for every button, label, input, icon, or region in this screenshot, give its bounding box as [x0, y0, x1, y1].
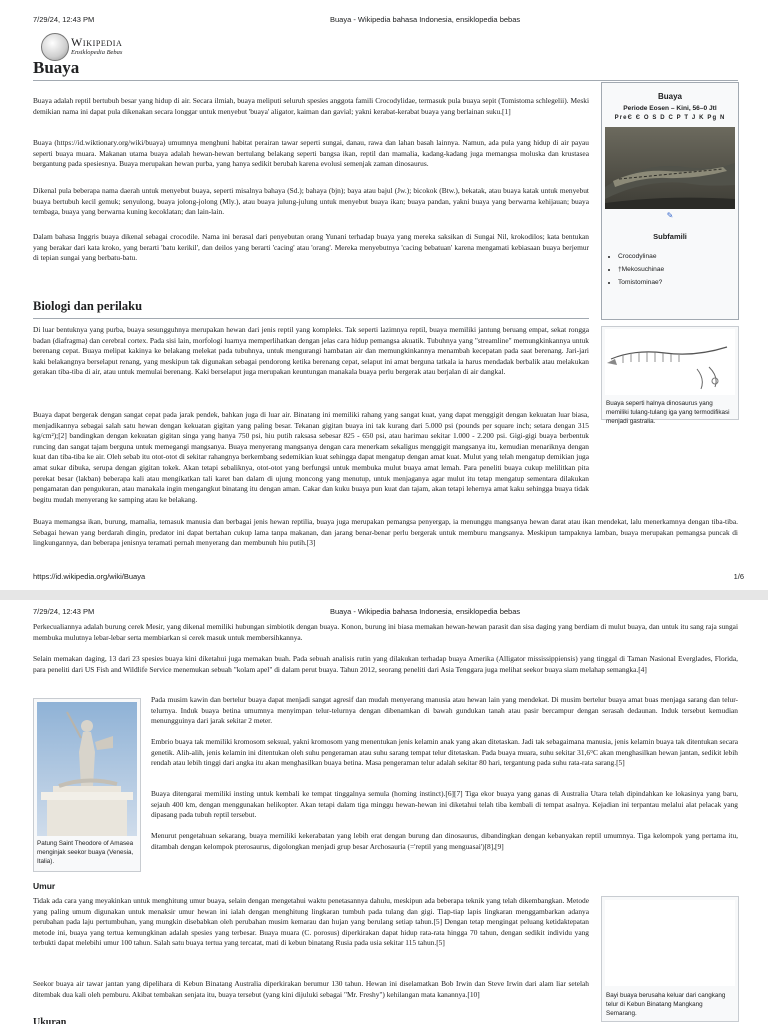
fossil-range: Periode Eosen – Kini, 56–0 Jtl	[623, 105, 717, 112]
edit-pencil-icon[interactable]: ✎	[666, 211, 674, 220]
page-footer	[0, 570, 768, 584]
print-tab-title: Buaya - Wikipedia bahasa Indonesia, ensiklopedia bebas	[330, 15, 521, 24]
umur-paragraph-2: Seekor buaya air tawar jantan yang dipelihara di Kebun Binatang Australia diperkirakan berumur 130 tahun. Hewan ini diselamatkan Bob Irwin dan Steve Irwin dari alam liar setelah ditembak dua kali oleh pemburu. Akibat tembakan senjata itu, buaya tersebut (yang kini dijuluki sebagai "Mr. Freshy") kehilangan mata kanannya.[10]	[33, 979, 589, 999]
subfamily-heading: Subfamili	[653, 232, 687, 241]
subfamily-item[interactable]: • Tomistominae?	[618, 279, 738, 286]
skeleton-thumbnail	[601, 326, 739, 425]
taxobox-title: Buaya	[657, 92, 682, 101]
geologic-timescale: PreЄ Є O S D C P T J K Pg N	[614, 115, 726, 121]
statue-thumbnail	[33, 698, 141, 872]
biologi-paragraph-3: Buaya memangsa ikan, burung, mamalia, temasuk manusia dan berbagai jenis hewan reptilia, buaya juga merupakan pemangsa penyergap, ia menunggu mangsanya hewan darat atau ikan mendekat, lalu menerkamnya dengan tiba-tiba. Sebagai hewan yang berdarah dingin, predator ini dapat bertahan cukup lama tanpa makanan, dan jarang benar-benar perlu bergerak untuk memburu mangsanya. Meskipun tampaknya lamban, buaya merupakan pemangsa puncak di lingkungannya, dan beberapa jenisnya teramati pernah menyerang dan membunuh hiu putih.[3]	[33, 517, 738, 548]
wikipedia-tagline: Ensiklopedia Bebas	[71, 49, 123, 56]
pdf-page-2	[0, 600, 768, 1024]
section-divider	[33, 318, 589, 319]
subfamily-list	[602, 253, 738, 286]
crocodile-skeleton-image[interactable]	[605, 329, 735, 395]
title-divider	[33, 80, 738, 81]
hatchling-caption: Bayi buaya berusaha keluar dari cangkang telur di Kebun Binatang Mangkang Semarang.	[606, 992, 726, 1017]
page-header	[0, 12, 768, 26]
page-number: 1/6	[733, 572, 744, 581]
print-tab-title: Buaya - Wikipedia bahasa Indonesia, ensiklopedia bebas	[330, 607, 521, 616]
page2-right-paragraph-2: Embrio buaya tak memiliki kromosom seksual, yakni kromosom yang menentukan jenis kelamin anak yang akan ditetaskan. Jadi tak sebagaimana manusia, jenis kelamin buaya tak ditentukan secara genetik. Alih-alih, jenis kelamin ini ditentukan oleh suhu pengeraman atau suhu sarang tempat telur ditetaskan. Pada buaya muara, suhu sekitar 31,6°C akan menghasilkan hewan jantan, sedikit lebih rendah atau lebih tinggi dari angka itu akan menghasilkan buaya betina. Masa pengeraman telur adalah sekitar 80 hari, tergantung pada suhu rata-rata sarang.[5]	[151, 737, 738, 768]
section-heading-biologi: Biologi dan perilaku	[33, 299, 143, 313]
section-heading-ukuran: Ukuran	[33, 1017, 67, 1024]
print-datetime: 7/29/24, 12:43 PM	[33, 607, 95, 616]
biologi-paragraph-2: Buaya dapat bergerak dengan sangat cepat pada jarak pendek, bahkan juga di luar air. Binatang ini memiliki rahang yang sangat kuat, yang dapat menggigit dengan kekuatan luar biasa, menjadikannya sebagai salah satu hewan dengan kekuatan gigitan yang paling besar. Tekanan gigitan buaya ini tak kurang dari 5.000 psi (pounds per square inch; setara dengan 315 kg/cm²);[2] bandingkan dengan kekuatan gigitan singa yang hanya 750 psi, hiu putih raksasa sebesar 825 - 650 psi, atau harimau sekitar 1.000 - 2.200 psi. Gigi-gigi buaya berbentuk runcing dan sangat tajam berguna untuk memegangi mangsanya. Buaya menyerang mangsanya dengan cara menerkam sekaligus menggigit mangsanya itu, kemudian menariknya dengan kuat dan tiba-tiba ke air. Oleh sebab itu otot-otot di sekitar rahangnya berkembang sedemikian kuat sehingga dapat mengatup dengan amat kuat. Mulut yang telah mengatup demikian juga amat sukar dibuka, serupa dengan gigitan tokek. Akan tetapi sebaliknya, otot-otot yang berfungsi untuk membuka mulut buaya amat lemah. Para peneliti buaya cukup melilitkan pita perekat besar (lakban) beberapa kali atau mengikatkan tali karet ban dalam di ujung moncong yang menutup, untuk menjaganya agar mulut itu tetap mengatup sementara dilakukan pengamatan dan pengukuran, atau manakala ingin mengangkut binatang itu dengan aman. Cakar dan kuku buaya pun kuat dan tajam, akan tetapi lehernya amat kaku sehingga buaya tidak begitu mudah menyerang ke samping atau ke belakang.	[33, 410, 589, 504]
subfamily-item[interactable]: • †Mekosuchinae	[618, 266, 738, 273]
crocodile-photo[interactable]	[605, 127, 735, 209]
umur-paragraph-1: Tidak ada cara yang meyakinkan untuk menghitung umur buaya, selain dengan mengetahui waktu penetasannya dahulu, meskipun ada beberapa teknik yang telah dikembangkan. Metode yang paling umum digunakan untuk menaksir umur hewan ini ialah dengan menghitung lingkaran tumbuh pada tulang dan gigi. Tiap-tiap lapis lingkaran menggambarkan adanya perubahan pada laju pertumbuhan, yang mungkin disebabkan oleh perubahan musim kemarau dan hujan yang berulang setiap tahun.[5] Dengan tetap mengingat peluang ketidaktepatan metode ini, buaya yang tertua kemungkinan adalah spesies yang terbesar. Buaya muara (C. porosus) diperkirakan dapat hidup rata-rata hingga 70 tahun, dengan sedikit individu yang terbukti dapat melebihi umur 100 tahun. Salah satu buaya tertua yang tercatat, mati di kebun binatang Rusia pada usia sekitar 115 tahun.[5]	[33, 896, 589, 948]
page-title: Buaya	[33, 58, 80, 77]
page-url[interactable]: https://id.wikipedia.org/wiki/Buaya	[33, 572, 146, 581]
hatchling-image[interactable]	[605, 900, 735, 986]
print-datetime: 7/29/24, 12:43 PM	[33, 15, 95, 24]
page2-paragraph-2: Selain memakan daging, 13 dari 23 spesies buaya kini diketahui juga memakan buah. Pada sebuah analisis rutin yang dilakukan terhadap buaya Amerika (Alligator mississippiensis) yang tinggal di Taman Nasional Everglades, Florida, para peneliti dari US Fish and Wildlife Service menemukan sebuah "kolam apel" di dalam perut buaya. Tahun 2012, seorang peneliti dari Asia Tenggara juga melihat seekor buaya siam melahap semangka.[4]	[33, 654, 738, 674]
biologi-paragraph-1: Di luar bentuknya yang purba, buaya sesungguhnya merupakan hewan dari jenis reptil yang kompleks. Tak seperti lazimnya reptil, buaya memiliki jantung beruang empat, sekat rongga badan (diafragma) dan cerebral cortex. Pada sisi lain, morfologi luarnya memperlihatkan dengan jelas cara hidup pemangsa akuatik. Tubuhnya yang "streamline" memungkinkannya untuk berenang cepat. Buaya melipat kakinya ke belakang melekat pada tubuhnya, untuk mengurangi hambatan air dan memungkinkannya menambah kecepatan pada saat berenang. Jari-jari kaki belakangnya berselaput renang, yang meskipun tak digunakan sebagai pendorong ketika berenang cepat, selaput ini amat berguna tatkala ia harus mendadak berbalik atau melakukan gerakan tiba-tiba di air, atau untuk memulai berenang. Kaki berselaput juga merupakan keuntungan manakala buaya perlu bergerak atau berjalan di air dangkal.	[33, 325, 589, 377]
lead-paragraph-1: Buaya adalah reptil bertubuh besar yang hidup di air. Secara ilmiah, buaya meliputi seluruh spesies anggota famili Crocodylidae, termasuk pula buaya sepit (Tomistoma schlegelii). Meski demikian nama ini dapat pula dikenakan secara longgar untuk menyebut 'buaya' aligator, kaiman dan gavial; yakni kerabat-kerabat buaya yang berlainan suku.[1]	[33, 96, 589, 116]
page2-right-paragraph-1: Pada musim kawin dan bertelur buaya dapat menjadi sangat agresif dan mudah menyerang manusia atau hewan lain yang mendekat. Di musim bertelur buaya amat buas menjaga sarang dan telur-telurnya. Induk buaya betina umumnya menyimpan telur-telurnya dengan dibenamkan di bawah gundukan tanah atau pasir bercampur dengan serasah dedaunan. Induk tersebut kemudian menungguinya dari jarak sekitar 2 meter.	[151, 695, 738, 726]
page-header	[0, 604, 768, 618]
page2-right-paragraph-3: Buaya ditengarai memiliki insting untuk kembali ke tempat tinggalnya semula (homing instinct).[6][7] Tiga ekor buaya yang ganas di Australia Utara telah dipindahkan ke lokasinya yang baru, sejauh 400 km, dengan menggunakan helikopter. Akan tetapi dalam tiga minggu hewan-hewan ini diketahui telah tiba kembali di tempat asalnya. Kejadian ini terpantau melalui alat pelacak yang dipasang pada tubuh reptil tersebut.	[151, 789, 738, 820]
statue-caption: Patung Saint Theodore of Amasea menginjak seekor buaya (Venesia, Italia).	[37, 840, 134, 865]
wikipedia-wordmark: Wikipedia	[71, 35, 123, 49]
section-heading-umur: Umur	[33, 881, 56, 891]
taxobox	[601, 82, 739, 320]
page2-right-paragraph-4: Menurut pengetahuan sekarang, buaya memiliki kekerabatan yang lebih erat dengan burung dan dinosaurus, dibandingkan dengan kebanyakan reptil umumnya. Tiga kelompok yang pertama itu, ditambah dengan kelompok pterosaurus, digolongkan menjadi grup besar Archosauria (='reptil yang menguasai')[8],[9]	[151, 831, 738, 851]
subfamily-item[interactable]: • Crocodylinae	[618, 253, 738, 260]
page2-paragraph-1: Perkecualiannya adalah burung cerek Mesir, yang dikenal memiliki hubungan simbiotik dengan buaya. Konon, burung ini biasa memakan hewan-hewan parasit dan sisa daging yang berdiam di mulut buaya, dan untuk itu sang raja sungai membuka mulutnya lebar-lebar serta membiarkan si cerek masuk untuk membersihkannya.	[33, 622, 738, 642]
wikipedia-globe-icon	[41, 33, 69, 61]
statue-image[interactable]	[37, 702, 137, 836]
page-separator	[0, 590, 768, 600]
skeleton-caption: Buaya seperti halnya dinosaurus yang memiliki tulang-tulang iga yang termodifikasi menjadi gastralia.	[606, 400, 730, 425]
hatchling-thumbnail	[601, 896, 739, 1022]
lead-paragraph-3: Dikenal pula beberapa nama daerah untuk menyebut buaya, seperti misalnya bahaya (Sd.); bahaya (bjn); baya atau bajul (Jw.); bicokok (Btw.), bekatak, atau buaya katak untuk menyebut buaya bertubuh kecil gemuk; senyulong, buaya jolong-jolong (Mly.), atau buaya julung-julung untuk menyebut buaya ikan; buaya pandan, yakni buaya yang berwarna kehijauan; buaya tembaga, buaya yang berwarna kuning kecoklatan; dan lain-lain.	[33, 186, 589, 217]
lead-paragraph-4: Dalam bahasa Inggris buaya dikenal sebagai crocodile. Nama ini berasal dari penyebutan orang Yunani terhadap buaya yang mereka saksikan di Sungai Nil, krokodilos; kata bentukan yang berakar dari kata kroko, yang berarti 'batu kerikil', dan deilos yang berarti 'cacing' atau 'orang'. Mereka menyebutnya 'cacing bebatuan' karena mengamati kebiasaan buaya berjemur di tepian sungai yang berbatu-batu.	[33, 232, 589, 263]
lead-paragraph-2: Buaya (https://id.wiktionary.org/wiki/buaya) umumnya menghuni habitat perairan tawar seperti sungai, danau, rawa dan lahan basah lainnya. Namun, ada pula yang hidup di air payau seperti buaya muara. Makanan utama buaya adalah hewan-hewan bertulang belakang seperti bangsa ikan, reptil dan mamalia, kadang-kadang juga memangsa moluska dan krustasea bergantung pada spesiesnya. Buaya merupakan hewan purba, yang hanya sedikit berubah karena evolusi semenjak zaman dinosaurus.	[33, 138, 589, 169]
